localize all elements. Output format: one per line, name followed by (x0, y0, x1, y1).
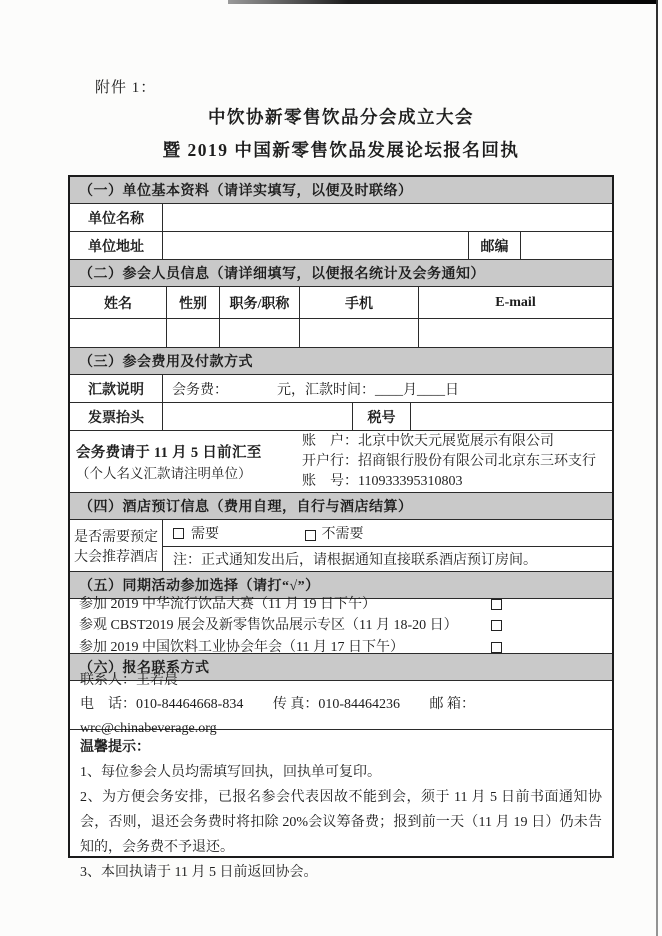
contact-row (70, 673, 612, 736)
section3-header: （三）参会费用及付款方式 (70, 348, 612, 374)
postcode-field[interactable] (520, 232, 612, 259)
form-title-line1: 中饮协新零售饮品分会成立大会 (208, 107, 474, 127)
hotel-row (70, 519, 612, 571)
attendee-email-field[interactable] (418, 319, 612, 347)
activities-list (70, 596, 612, 655)
section2-header-row (70, 259, 612, 286)
hotel-question-label (70, 520, 162, 571)
col-mobile: 手机 (299, 287, 418, 318)
registration-form-table (68, 175, 614, 880)
hotel-note: 注：正式通知发出后，请根据通知直接联系酒店预订房间。 (163, 546, 612, 571)
activity-item-cbst-expo (79, 615, 603, 637)
col-email: E-mail (418, 287, 612, 318)
contact-person: 联系人：王若晨 (80, 673, 178, 688)
notes-block (70, 730, 612, 880)
attendee-mobile-field[interactable] (299, 319, 418, 347)
contact-fax: 传 真：010-84464236 (272, 697, 400, 712)
bank-details-block (302, 431, 612, 492)
remittance-row (70, 374, 612, 402)
section4-header-row (70, 492, 612, 519)
scan-artifact-top-edge (228, 0, 658, 4)
note-item-3: 3、本回执请于 11 月 5 日前返回协会。 (80, 865, 318, 880)
attachment-label: 附件 1： (95, 80, 157, 96)
scan-artifact-right-edge (656, 0, 658, 936)
section2-header: （二）参会人员信息（请详细填写，以便报名统计及会务通知） (70, 260, 612, 286)
checkbox-activity-annual-meeting[interactable] (491, 642, 502, 653)
activity-item-annual-meeting (79, 637, 603, 659)
section1-header: （一）单位基本资料（请详实填写，以便及时联络） (70, 177, 612, 203)
checkbox-activity-drink-contest[interactable] (491, 599, 502, 610)
activities-row (70, 598, 612, 653)
section1-header-row (70, 177, 612, 203)
remittance-label: 汇款说明 (88, 382, 144, 398)
bank-info-row (70, 430, 612, 492)
unit-name-row (70, 203, 612, 231)
bank-account-name: 账 户：北京中饮天元展览展示有限公司 (302, 433, 554, 449)
hotel-no-need-option (305, 523, 364, 543)
hotel-options-row (163, 520, 612, 546)
notes-row (70, 729, 612, 880)
notes-title: 温馨提示： (80, 740, 150, 755)
attendee-empty-row (70, 318, 612, 347)
note-item-1: 1、每位参会人员均需填写回执，回执单可复印。 (80, 765, 381, 780)
tax-number-label: 税号 (352, 403, 410, 430)
payto-block (70, 431, 302, 492)
hotel-need-label: 需要 (191, 527, 219, 543)
unit-address-row (70, 231, 612, 259)
attendee-table-header-row (70, 286, 612, 318)
section4-header: （四）酒店预订信息（费用自理，自行与酒店结算） (70, 493, 612, 519)
activity-label: 参观 CBST2019 展会及新零售饮品展示专区（11 月 18-20 日） (79, 618, 458, 634)
section5-header: （五）同期活动参加选择（请打“√”） (70, 572, 612, 598)
col-gender: 性别 (166, 287, 219, 318)
unit-name-field[interactable] (162, 204, 612, 231)
section6-header: （六）报名联系方式 (70, 654, 612, 680)
payto-note: （个人名义汇款请注明单位） (76, 466, 252, 481)
contact-phone: 电 话：010-84464668-834 (80, 697, 244, 712)
col-name: 姓名 (104, 296, 132, 312)
payto-deadline: 会务费请于 11 月 5 日前汇至 (76, 445, 262, 461)
hotel-question-line1: 是否需要预定 (74, 529, 158, 545)
hotel-question-line2: 大会推荐酒店 (74, 549, 158, 565)
col-position: 职务/职称 (219, 287, 299, 318)
unit-name-label: 单位名称 (88, 211, 144, 227)
bank-name: 开户行：招商银行股份有限公司北京东三环支行 (302, 453, 596, 469)
unit-address-field[interactable] (162, 232, 468, 259)
postcode-label: 邮编 (468, 232, 520, 259)
checkbox-hotel-need[interactable] (173, 528, 184, 539)
contact-block (70, 673, 612, 736)
activity-label: 参加 2019 中华流行饮品大赛（11 月 19 日下午） (79, 596, 376, 612)
unit-address-label: 单位地址 (88, 239, 144, 255)
activity-label: 参加 2019 中国饮料工业协会年会（11 月 17 日下午） (79, 639, 404, 655)
tax-number-field[interactable] (410, 403, 612, 430)
invoice-title-field[interactable] (162, 403, 352, 430)
checkbox-hotel-no-need[interactable] (305, 530, 316, 541)
attendee-gender-field[interactable] (166, 319, 219, 347)
note-item-2: 2、为方便会务安排，已报名参会代表因故不能到会，须于 11 月 5 日前书面通知协会，否则，退还会务费时将扣除 20%会议筹备费；报到前一天（11 月 19 日）仍未告知的，会务费不予退还。 (80, 790, 602, 855)
checkbox-activity-cbst-expo[interactable] (491, 620, 502, 631)
attendee-name-field[interactable] (70, 319, 166, 347)
form-title-line2: 暨 2019 中国新零售饮品发展论坛报名回执 (162, 140, 520, 160)
bank-account-number: 账 号：110933395310803 (302, 473, 463, 489)
contact-email: 邮 箱：wrc@chinabeverage.org (80, 697, 475, 736)
remittance-text[interactable]: 会务费： 元，汇款时间：____月____日 (162, 375, 612, 402)
invoice-row (70, 402, 612, 430)
hotel-no-need-label: 不需要 (321, 527, 364, 543)
invoice-title-label: 发票抬头 (88, 410, 144, 426)
attendee-position-field[interactable] (219, 319, 299, 347)
activity-item-drink-contest (79, 594, 603, 616)
hotel-options-block (162, 520, 612, 571)
section3-header-row (70, 347, 612, 374)
